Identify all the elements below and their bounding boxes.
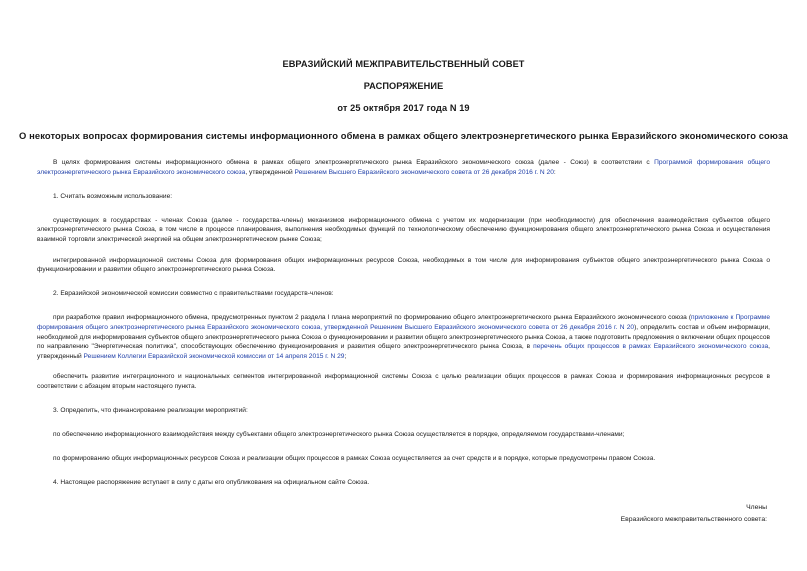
program-appendix-link[interactable]: приложение к Программе формирования общего электроэнергетического рынка Евразийского экономического союза, утвержденной Решением Высшего Евразийского экономического совета от 26 декабря 2016 г. N 20 [37,314,770,331]
commission-decision-link[interactable]: Решением Коллегии Евразийской экономической комиссии от 14 апреля 2015 г. N 29 [83,352,345,360]
paragraph-item-1-b: интегрированной информационной системы Союза для формирования общих информационных ресурсов Союза, необходимых в том числе для информирования субъектов общего электроэнергетического рынка Союза о функционировании и развитии общего электроэнергетического рынка Союза. [37,256,770,274]
paragraph-item-1: 1. Считать возможным использование: [53,192,173,200]
decision-link[interactable]: Решением Высшего Евразийского экономического совета от 26 декабря 2016 г. N 20 [294,168,554,176]
program-link[interactable]: Программой формирования общего электроэнергетического рынка Евразийского экономического союза [37,159,770,176]
paragraph-item-2: 2. Евразийской экономической комиссии совместно с правительствами государств-членов: [53,290,334,298]
paragraph-item-3: 3. Определить, что финансирование реализации мероприятий: [53,407,248,414]
paragraph-item-4: 4. Настоящее распоряжение вступает в силу с даты его опубликования на официальном сайте Союза. [53,479,370,487]
document-title: О некоторых вопросах формирования системы информационного обмена в рамках общего электроэнергетического рынка Евразийского экономического союза [19,130,788,141]
document-date-heading: от 25 октября 2017 года N 19 [337,103,470,113]
paragraph-item-2-a: при разработке правил информационного обмена, предусмотренных пунктом 2 раздела I плана мероприятий по формированию общего электроэнергетического рынка Евразийского экономического союза (приложение к Программе формирования общего электроэнергетического рынка Евразийского экономического союза, утвержденной Решением Высшего Евразийского экономического совета от 26 декабря 2016 г. N 20), определить состав и объем информации, необходимой для информирования субъектов общего электроэнергетического рынка Союза о функционировании и развитии общего электроэнергетического рынка Союза, а также подготовить предложения о включении общих процессов по направлению "Энергетическая политика", способствующих обеспечению функционирования и развития общего электроэнергетического рынка Союза, в перечень общих процессов в рамках Евразийского экономического союза, утвержденный Решением Коллегии Евразийской экономической комиссии от 14 апреля 2015 г. N 29; [37,314,771,360]
paragraph-item-2-b: обеспечить развитие интеграционного и национальных сегментов интегрированной информационной системы Союза с целью реализации общих процессов в рамках Союза и формирования информационных ресурсов в соответствии с абзацем вторым настоящего пункта. [37,373,770,390]
paragraph-item-1-a: существующих в государствах - членах Союза (далее - государства-члены) механизмов информационного обмена с учетом их модернизации (при необходимости) для обеспечения взаимодействия субъектов общего электроэнергетического рынка Союза, в том числе в процессе планирования, выполнения необходимых функций по технологическому обеспечению функционирования общего электроэнергетического рынка Союза и осуществления взаимной торговли электрической энергией на общем электроэнергетическом рынке Союза; [37,216,770,243]
paragraph-item-3-b: по формированию общих информационных ресурсов Союза и реализации общих процессов в рамках Союза осуществляется за счет средств и в порядке, которые предусмотрены правом Союза. [53,455,656,463]
paragraph-item-3-a: по обеспечению информационного взаимодействия между субъектами общего электроэнергетического рынка Союза осуществляется в порядке, определяемом государствами-членами; [53,431,625,439]
organization-heading: ЕВРАЗИЙСКИЙ МЕЖПРАВИТЕЛЬСТВЕННЫЙ СОВЕТ [282,59,525,69]
signature-line-council: Евразийского межправительственного совета: [620,516,767,523]
document-type-heading: РАСПОРЯЖЕНИЕ [363,81,444,91]
common-processes-list-link[interactable]: перечень общих процессов в рамках Евразийского экономического союза [533,343,769,351]
document-body [37,158,770,502]
paragraph-preamble: В целях формирования системы информационного обмена в рамках общего электроэнергетического рынка Евразийского экономического союза (далее - Союз) в соответствии с Программой формирования общего электроэнергетического рынка Евразийского экономического союза, утвержденной Решением Высшего Евразийского экономического совета от 26 декабря 2016 г. N 20: [37,159,770,176]
signature-line-members: Члены [746,504,767,511]
signature-block [621,502,767,526]
